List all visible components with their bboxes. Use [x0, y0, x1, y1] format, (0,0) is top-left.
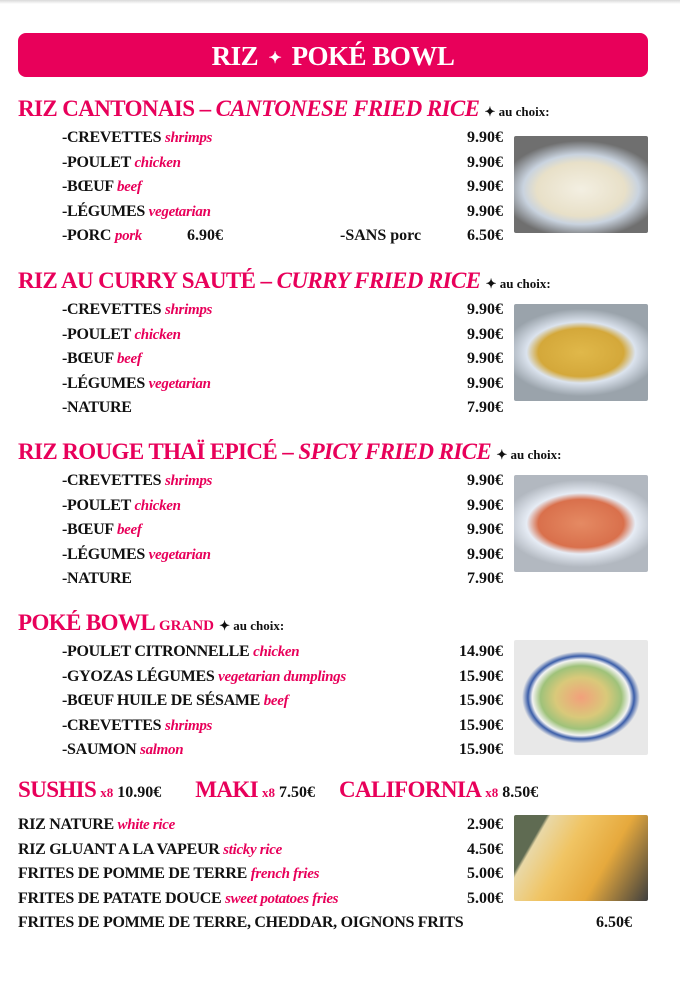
- price-inline: 6.90€: [187, 227, 223, 244]
- diamond-icon: ✦: [268, 49, 282, 67]
- title-fr: RIZ AU CURRY SAUTÉ –: [18, 268, 272, 293]
- price: 6.50€: [596, 914, 632, 931]
- price: 9.90€: [467, 496, 503, 514]
- title-fr: RIZ ROUGE THAÏ EPICÉ –: [18, 439, 294, 464]
- price: 14.90€: [459, 643, 503, 660]
- price: 7.90€: [467, 570, 503, 587]
- price: 9.90€: [467, 521, 503, 538]
- price: 9.90€: [467, 153, 503, 171]
- title-fr: POKÉ BOWL: [18, 610, 154, 635]
- title-en: SPICY FRIED RICE: [298, 439, 492, 464]
- maki-qty: x8: [262, 785, 275, 800]
- california-name: CALIFORNIA: [339, 777, 482, 802]
- section-riz-cantonais: [18, 94, 658, 249]
- choice-note: ✦ au choix:: [485, 276, 551, 291]
- list-item: RIZ GLUANT A LA VAPEUR sticky rice 4.50€: [18, 838, 658, 863]
- price: 15.90€: [459, 667, 503, 685]
- sushi-price: 10.90€: [117, 784, 162, 801]
- maki-name: MAKI: [195, 777, 258, 802]
- list-item: -NATURE 7.90€: [18, 396, 658, 421]
- price: 7.90€: [467, 399, 503, 416]
- list-item: -CREVETTES shrimps 9.90€: [18, 126, 658, 151]
- price: 9.90€: [467, 472, 503, 489]
- section-riz-curry: [18, 266, 658, 421]
- list-item: -POULET chicken 9.90€: [18, 151, 658, 176]
- title-en: CURRY FRIED RICE: [276, 268, 481, 293]
- section-title: [18, 266, 658, 296]
- price: 4.50€: [467, 840, 503, 858]
- list-item: FRITES DE POMME DE TERRE french fries 5.00€: [18, 862, 658, 887]
- list-item: -SAUMON salmon 15.90€: [18, 738, 658, 763]
- price: 5.00€: [467, 865, 503, 882]
- curry-rice-photo: [514, 304, 648, 401]
- section-title: [18, 437, 658, 467]
- price: 9.90€: [467, 374, 503, 392]
- top-shadow: [0, 0, 680, 4]
- list-item: -BŒUF HUILE DE SÉSAME beef 15.90€: [18, 689, 658, 714]
- list-item: -LÉGUMES vegetarian 9.90€: [18, 200, 658, 225]
- maki-price: 7.50€: [279, 784, 315, 801]
- cantonese-rice-photo: [514, 136, 648, 233]
- sans-porc-label: -SANS porc: [340, 227, 422, 244]
- section-riz-rouge: [18, 437, 658, 592]
- sushi-name: SUSHIS: [18, 777, 97, 802]
- price: 9.90€: [467, 178, 503, 195]
- list-item: -NATURE 7.90€: [18, 567, 658, 592]
- list-item: -POULET chicken 9.90€: [18, 323, 658, 348]
- list-item: -CREVETTES shrimps 15.90€: [18, 714, 658, 739]
- section-title: [18, 94, 658, 124]
- price: 15.90€: [459, 716, 503, 734]
- price: 2.90€: [467, 816, 503, 833]
- choice-note: ✦ au choix:: [484, 104, 550, 119]
- item-list: [18, 640, 658, 763]
- list-item: -PORC pork 6.90€ -SANS porc 6.50€: [18, 224, 658, 249]
- list-item: -BŒUF beef 9.90€: [18, 175, 658, 200]
- menu-banner: [18, 33, 648, 77]
- item-list: [18, 298, 658, 421]
- list-item: -CREVETTES shrimps 9.90€: [18, 298, 658, 323]
- sushi-row: [18, 775, 658, 805]
- banner-right: POKÉ BOWL: [291, 41, 455, 71]
- sides-list: [18, 813, 658, 936]
- list-item: -BŒUF beef 9.90€: [18, 518, 658, 543]
- price: 9.90€: [467, 129, 503, 146]
- california-price: 8.50€: [502, 784, 539, 801]
- choice-note: ✦ au choix:: [219, 618, 285, 633]
- banner-left: RIZ: [211, 41, 259, 71]
- title-size: GRAND: [158, 618, 214, 634]
- section-poke-bowl: [18, 608, 658, 763]
- price: 9.90€: [467, 202, 503, 220]
- price: 9.90€: [467, 301, 503, 318]
- list-item: FRITES DE POMME DE TERRE, CHEDDAR, OIGNONS FRITS 6.50€: [18, 911, 658, 936]
- list-item: -BŒUF beef 9.90€: [18, 347, 658, 372]
- list-item: -POULET CITRONNELLE chicken 14.90€: [18, 640, 658, 665]
- california-qty: x8: [485, 785, 499, 800]
- list-item: -LÉGUMES vegetarian 9.90€: [18, 543, 658, 568]
- poke-bowl-photo: [514, 640, 648, 755]
- price: 15.90€: [459, 692, 503, 709]
- title-en: CANTONESE FRIED RICE: [215, 96, 480, 121]
- price: 6.50€: [467, 227, 503, 244]
- title-fr: RIZ CANTONAIS –: [18, 96, 211, 121]
- price: 9.90€: [467, 325, 503, 343]
- choice-note: ✦ au choix:: [496, 447, 562, 462]
- sushi-qty: x8: [100, 785, 114, 800]
- list-item: -CREVETTES shrimps 9.90€: [18, 469, 658, 494]
- list-item: -POULET chicken 9.90€: [18, 494, 658, 519]
- price: 15.90€: [459, 741, 503, 758]
- list-item: RIZ NATURE white rice 2.90€: [18, 813, 658, 838]
- list-item: -LÉGUMES vegetarian 9.90€: [18, 372, 658, 397]
- fries-photo: [514, 815, 648, 901]
- price: 5.00€: [467, 889, 503, 907]
- section-title: [18, 608, 658, 638]
- price: 9.90€: [467, 545, 503, 563]
- item-list: [18, 469, 658, 592]
- spicy-rice-photo: [514, 475, 648, 572]
- item-list: [18, 126, 658, 249]
- price: 9.90€: [467, 350, 503, 367]
- list-item: FRITES DE PATATE DOUCE sweet potatoes fries 5.00€: [18, 887, 658, 912]
- list-item: -GYOZAS LÉGUMES vegetarian dumplings 15.90€: [18, 665, 658, 690]
